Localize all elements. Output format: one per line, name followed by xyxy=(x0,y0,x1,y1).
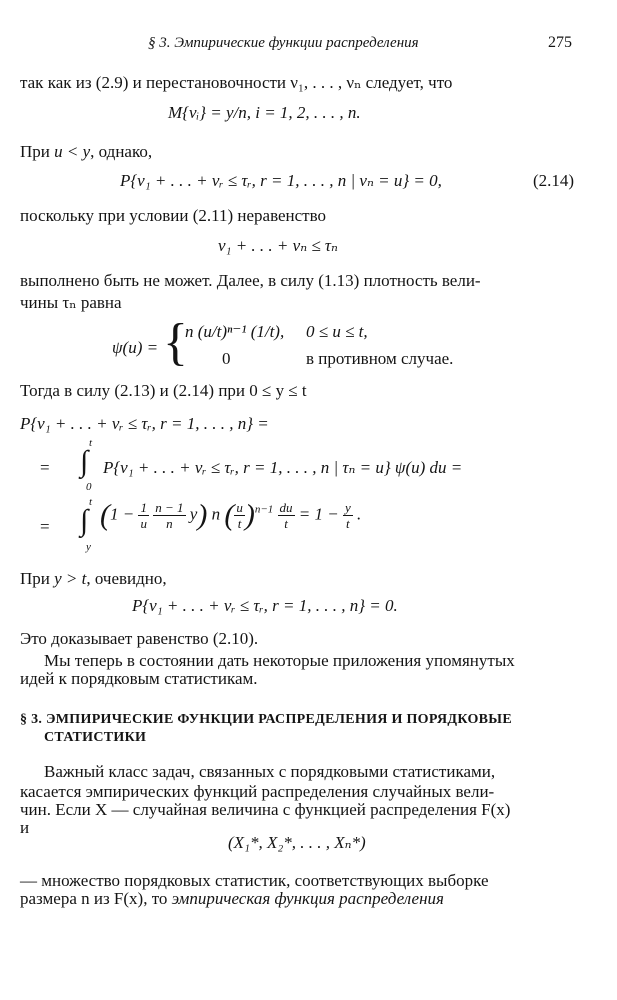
psi-case2-cond: в противном случае. xyxy=(306,349,454,368)
text-line: касается эмпирических функций распределения случайных вели- xyxy=(20,782,495,801)
equals-sign: = xyxy=(40,517,50,536)
text-line: При y > t, очевидно, xyxy=(20,569,167,588)
psi-lhs: ψ(u) = xyxy=(112,338,159,357)
section-heading: § 3. ЭМПИРИЧЕСКИЕ ФУНКЦИИ РАСПРЕДЕЛЕНИЯ И ПОРЯДКОВЫЕ xyxy=(20,712,512,727)
equation-number: (2.14) xyxy=(533,171,575,190)
psi-case2-expr: 0 xyxy=(222,349,231,368)
equation-2-14: P{ν₁ + . . . + νᵣ ≤ τᵣ, r = 1, . . . , n | νₙ = u} = 0, xyxy=(120,171,442,190)
integrand-conditional: P{ν₁ + . . . + νᵣ ≤ τᵣ, r = 1, . . . , n | τₙ = u} ψ(u) du = xyxy=(103,458,463,477)
left-brace: { xyxy=(163,314,188,371)
running-title: § 3. Эмпирические функции распределения xyxy=(148,35,419,51)
equation-order-statistics: (X₁*, X₂*, . . . , Xₙ*) xyxy=(228,833,366,852)
equation-zero: P{ν₁ + . . . + νᵣ ≤ τᵣ, r = 1, . . . , n} = 0. xyxy=(132,596,398,615)
text-line: чин. Если X — случайная величина с функцией распределения F(x) xyxy=(20,800,511,819)
integral-sign: ∫ xyxy=(80,445,89,478)
integral-sign: ∫ xyxy=(80,504,89,537)
text-line: размера n из F(x), то эмпирическая функция распределения xyxy=(20,889,444,908)
section-heading-cont: СТАТИСТИКИ xyxy=(44,730,147,745)
text-line: выполнено быть не может. Далее, в силу (1.13) плотность вели- xyxy=(20,271,481,290)
psi-case1-expr: n (u/t)ⁿ⁻¹ (1/t), xyxy=(185,322,285,341)
page-number: 275 xyxy=(548,34,572,51)
text-line: Это доказывает равенство (2.10). xyxy=(20,629,259,648)
integral-lower-limit: 0 xyxy=(86,481,92,493)
integral-upper-limit: t xyxy=(89,496,93,508)
integral-upper-limit: t xyxy=(89,437,93,449)
psi-case1-cond: 0 ≤ u ≤ t, xyxy=(306,322,368,341)
text-line: Мы теперь в состоянии дать некоторые приложения упомянутых xyxy=(44,651,515,670)
text-line: и xyxy=(20,818,30,837)
text-line: идей к порядковым статистикам. xyxy=(20,669,258,688)
text-line: так как из (2.9) и перестановочности ν₁, . . . , νₙ следует, что xyxy=(20,73,453,92)
text-line: — множество порядковых статистик, соответствующих выборке xyxy=(20,871,489,890)
text-line: Важный класс задач, связанных с порядковыми статистиками, xyxy=(44,762,496,781)
text-line: Тогда в силу (2.13) и (2.14) при 0 ≤ y ≤ t xyxy=(20,381,307,400)
text-line: чины τₙ равна xyxy=(20,293,122,312)
integrand-expression: (1 − $\frac{1}{u}$ $\frac{n - 1}{n}$ y) n ( $\frac{u}{t}$ )$^{n-1}$ $\frac{du}{t}$ = 1 − $\frac{y}{t}$ . xyxy=(100,498,362,532)
integral-lower-limit: y xyxy=(86,541,91,553)
equation-probability: P{ν₁ + . . . + νᵣ ≤ τᵣ, r = 1, . . . , n} = xyxy=(20,414,269,433)
text-line: При u < y, однако, xyxy=(20,142,153,161)
equals-sign: = xyxy=(40,458,50,477)
equation-expectation: M{νᵢ} = y/n, i = 1, 2, . . . , n. xyxy=(168,103,361,122)
equation-inequality: ν₁ + . . . + νₙ ≤ τₙ xyxy=(218,236,338,255)
text-line: поскольку при условии (2.11) неравенство xyxy=(20,206,327,225)
